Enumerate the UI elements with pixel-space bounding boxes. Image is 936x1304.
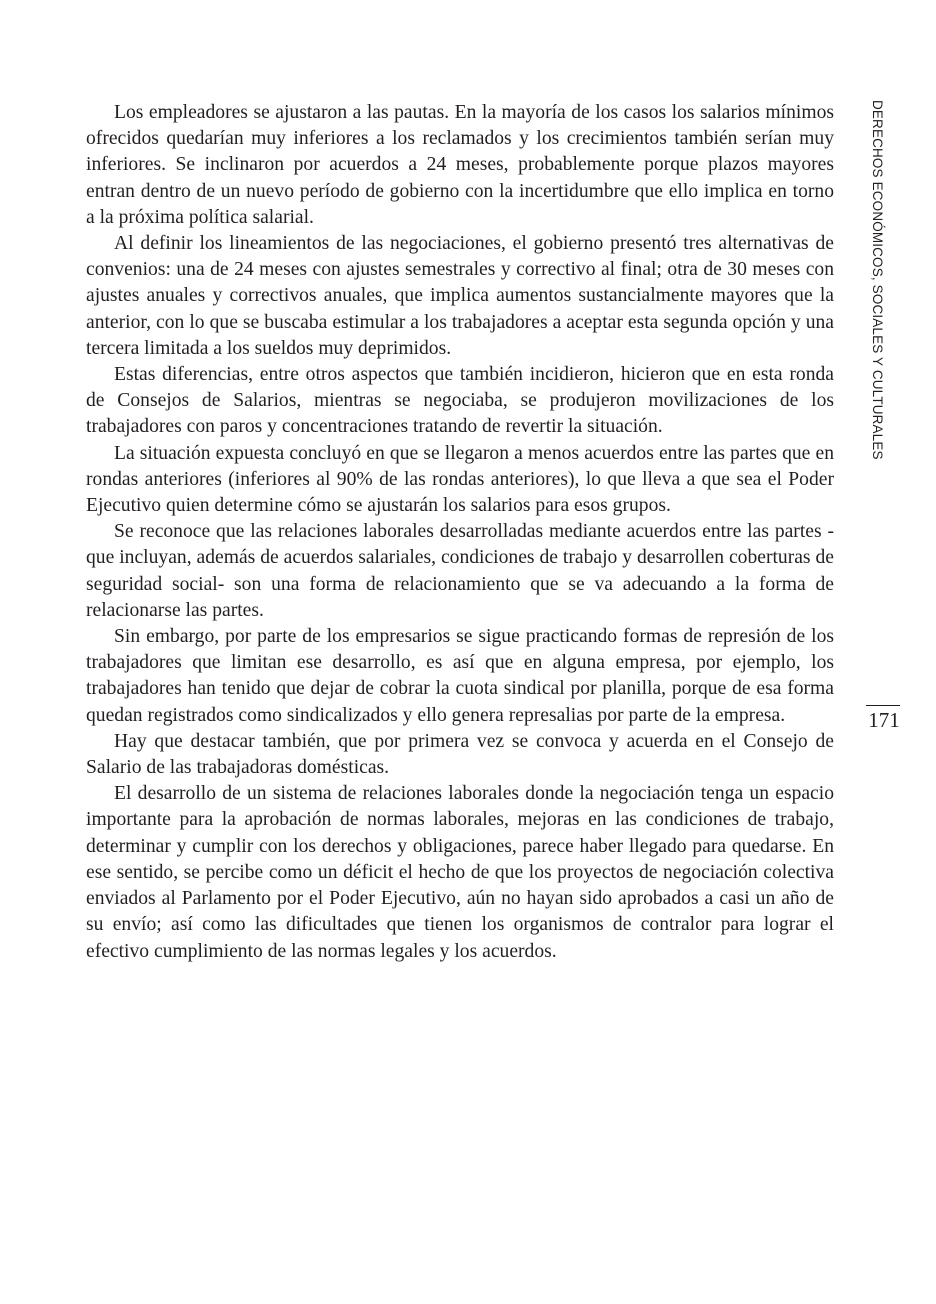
body-text (86, 100, 834, 965)
paragraph: Los empleadores se ajustaron a las pautas. En la mayoría de los casos los salarios mínimos ofrecidos quedarían muy inferiores a los reclamados y los crecimientos también serían muy inferiores. Se inclinaron por acuerdos a 24 meses, probablemente porque plazos mayores entran dentro de un nuevo período de gobierno con la incertidumbre que ello implica en torno a la próxima política salarial. (86, 102, 834, 228)
page-number: 171 (868, 708, 900, 732)
paragraph: La situación expuesta concluyó en que se llegaron a menos acuerdos entre las partes que en rondas anteriores (inferiores al 90% de las rondas anteriores), lo que lleva a que sea el Poder Ejecutivo quien determine cómo se ajustarán los salarios para esos grupos. (86, 442, 834, 517)
paragraph: Se reconoce que las relaciones laborales desarrolladas mediante acuerdos entre las partes -que incluyan, además de acuerdos salariales, condiciones de trabajo y desarrollen coberturas de seguridad social- son una forma de relacionamiento que se va adecuando a la forma de relacionarse las partes. (86, 521, 834, 621)
paragraph: Sin embargo, por parte de los empresarios se sigue practicando formas de represión de los trabajadores que limitan ese desarrollo, es así que en alguna empresa, por ejemplo, los trabajadores han tenido que dejar de cobrar la cuota sindical por planilla, porque de esa forma quedan registrados como sindicalizados y ello genera represalias por parte de la empresa. (86, 626, 834, 726)
paragraph: El desarrollo de un sistema de relaciones laborales donde la negociación tenga un espacio importante para la aprobación de normas laborales, mejoras en las condiciones de trabajo, determinar y cumplir con los derechos y obligaciones, parece haber llegado para quedarse. En ese sentido, se percibe como un déficit el hecho de que los proyectos de negociación colectiva enviados al Parlamento por el Poder Ejecutivo, aún no hayan sido aprobados a casi un año de su envío; así como las dificultades que tienen los organismos de contralor para lograr el efectivo cumplimiento de las normas legales y los acuerdos. (86, 783, 834, 962)
paragraph: Hay que destacar también, que por primera vez se convoca y acuerda en el Consejo de Salario de las trabajadoras domésticas. (86, 730, 834, 779)
paragraph: Al definir los lineamientos de las negociaciones, el gobierno presentó tres alternativas de convenios: una de 24 meses con ajustes semestrales y correctivo al final; otra de 30 meses con ajustes anuales y correctivos anuales, que implica aumentos sustancialmente mayores que la anterior, con lo que se buscaba estimular a los trabajadores a aceptar esta segunda opción y una tercera limitada a los sueldos muy deprimidos. (86, 233, 834, 359)
running-head: DERECHOS ECONÓMICOS, SOCIALES Y CULTURALES (870, 100, 885, 460)
paragraph: Estas diferencias, entre otros aspectos que también incidieron, hicieron que en esta ronda de Consejos de Salarios, mientras se negociaba, se produjeron movilizaciones de los trabajadores con paros y concentraciones tratando de revertir la situación. (86, 364, 834, 438)
